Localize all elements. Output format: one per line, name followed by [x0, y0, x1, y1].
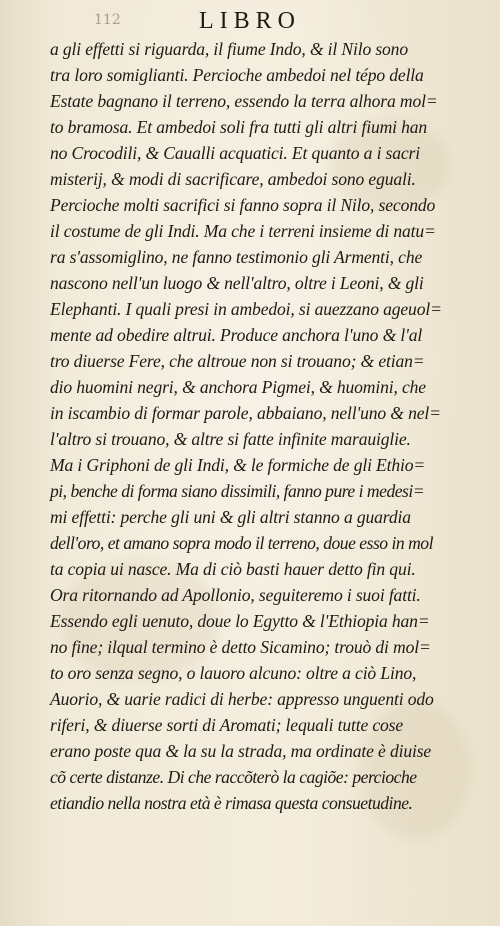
text-line: no Crocodili, & Caualli acquatici. Et quanto a i sacri: [50, 143, 420, 163]
body-text: [50, 36, 470, 816]
text-line: Elephanti. I quali presi in ambedoi, si auezzano ageuol=: [50, 299, 442, 319]
text-line: tra loro somiglianti. Percioche ambedoi nel tépo della: [50, 65, 424, 85]
text-line: no fine; ilqual termino è detto Sicamino; trouò di mol=: [50, 637, 431, 657]
text-line: misterij, & modi di sacrificare, ambedoi sono eguali.: [50, 169, 416, 189]
text-line: riferi, & diuerse sorti di Aromati; lequali tutte cose: [50, 715, 404, 735]
text-line: Estate bagnano il terreno, essendo la terra alhora mol=: [50, 91, 438, 111]
text-line: etiandio nella nostra età è rimasa questa consuetudine.: [50, 793, 413, 813]
text-line: mi effetti: perche gli uni & gli altri stanno a guardia: [50, 507, 411, 527]
text-line: erano poste qua & la su la strada, ma ordinate è diuise: [50, 741, 432, 761]
text-line: Ora ritornando ad Apollonio, seguiteremo i suoi fatti.: [50, 585, 421, 605]
text-line: cõ certe distanze. Di che raccõterò la cagiõe: percioche: [50, 767, 417, 787]
text-line: Essendo egli uenuto, doue lo Egytto & l'Ethiopia han=: [50, 611, 430, 631]
text-line: pi, benche di forma siano dissimili, fanno pure i medesi=: [50, 481, 425, 501]
text-line: ta copia ui nasce. Ma di ciò basti hauer detto fin qui.: [50, 559, 416, 579]
text-line: nascono nell'un luogo & nell'altro, oltre i Leoni, & gli: [50, 273, 424, 293]
page-number: 112: [94, 12, 121, 28]
text-line: tro diuerse Fere, che altroue non si trouano; & etian=: [50, 351, 425, 371]
running-head: LIBRO: [199, 8, 301, 34]
page-header: [0, 6, 500, 36]
text-line: dio huomini negri, & anchora Pigmei, & huomini, che: [50, 377, 426, 397]
text-line: ra s'assomiglino, ne fanno testimonio gli Armenti, che: [50, 247, 423, 267]
text-line: a gli effetti si riguarda, il fiume Indo, & il Nilo sono: [50, 39, 408, 59]
text-line: mente ad obedire altrui. Produce anchora l'uno & l'al: [50, 325, 423, 345]
text-line: to oro senza segno, o lauoro alcuno: oltre a ciò Lino,: [50, 663, 417, 683]
text-line: l'altro si trouano, & altre si fatte infinite marauiglie.: [50, 429, 411, 449]
text-line: in iscambio di formar parole, abbaiano, nell'uno & nel=: [50, 403, 441, 423]
text-line: il costume de gli Indi. Ma che i terreni insieme di natu=: [50, 221, 436, 241]
text-line: to bramosa. Et ambedoi soli fra tutti gli altri fiumi han: [50, 117, 428, 137]
text-line: Auorio, & uarie radici di herbe: appresso unguenti odo: [50, 689, 434, 709]
text-line: Percioche molti sacrifici si fanno sopra il Nilo, secondo: [50, 195, 436, 215]
text-line: Ma i Griphoni de gli Indi, & le formiche de gli Ethio=: [50, 455, 426, 475]
text-line: dell'oro, et amano sopra modo il terreno, doue esso in mol: [50, 533, 433, 553]
